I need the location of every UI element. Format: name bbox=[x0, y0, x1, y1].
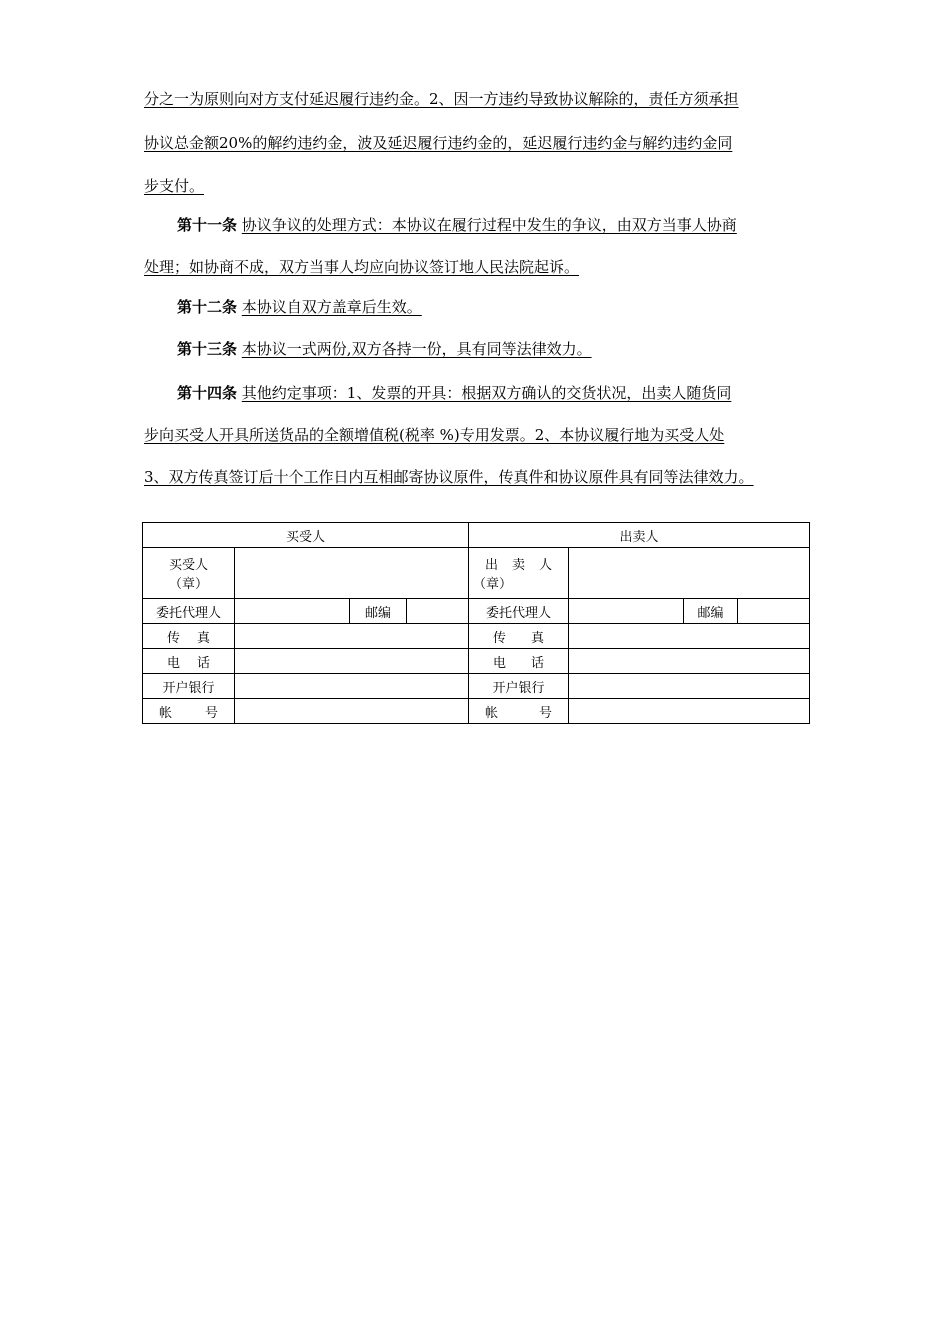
buyer-phone-field[interactable] bbox=[235, 649, 469, 674]
article-heading: 第十一条 bbox=[177, 216, 238, 234]
seller-label bbox=[473, 554, 564, 573]
label-char: 传 bbox=[493, 630, 507, 646]
label-char: 帐 bbox=[159, 705, 173, 721]
buyer-postcode-field[interactable] bbox=[407, 599, 469, 624]
buyer-seal-field[interactable] bbox=[235, 548, 469, 599]
seller-account-field[interactable] bbox=[569, 699, 810, 724]
buyer-account-label bbox=[143, 699, 235, 724]
article-13 bbox=[144, 338, 592, 359]
paragraph-line: 分之一为原则向对方支付延迟履行违约金。2、因一方违约导致协议解除的，责任方须承担 bbox=[144, 90, 739, 108]
buyer-phone-label bbox=[143, 649, 235, 674]
label-char: 卖 bbox=[512, 558, 526, 573]
seller-header: 出卖人 bbox=[469, 523, 810, 548]
paragraph-line: 步向买受人开具所送货品的全额增值税(税率 %)专用发票。2、本协议履行地为买受人处 bbox=[144, 426, 725, 444]
paragraph-line: 步支付。 bbox=[144, 177, 205, 195]
label-char: 传 bbox=[167, 630, 181, 646]
paragraph-line: 协议总金额20%的解约违约金，波及延迟履行违约金的，延迟履行违约金与解约违约金同 bbox=[144, 134, 733, 152]
article-11 bbox=[144, 214, 737, 235]
seller-bank-field[interactable] bbox=[569, 674, 810, 699]
label-char: 人 bbox=[538, 558, 552, 573]
buyer-bank-field[interactable] bbox=[235, 674, 469, 699]
seller-postcode-label: 邮编 bbox=[684, 599, 738, 624]
label-char: 话 bbox=[531, 655, 545, 671]
seller-seal-field[interactable] bbox=[569, 548, 810, 599]
buyer-bank-label: 开户银行 bbox=[143, 674, 235, 699]
label-char: 电 bbox=[167, 655, 181, 671]
buyer-agent-field[interactable] bbox=[235, 599, 350, 624]
buyer-header: 买受人 bbox=[143, 523, 469, 548]
seal-label: （章） bbox=[168, 577, 208, 592]
seller-fax-field[interactable] bbox=[569, 624, 810, 649]
seller-account-label bbox=[469, 699, 569, 724]
buyer-postcode-label: 邮编 bbox=[350, 599, 407, 624]
buyer-fax-label bbox=[143, 624, 235, 649]
label-char: 电 bbox=[493, 655, 507, 671]
buyer-label: 买受人 bbox=[168, 558, 208, 573]
article-body: 本协议一式两份,双方各持一份，具有同等法律效力。 bbox=[241, 340, 592, 358]
article-body: 协议争议的处理方式：本协议在履行过程中发生的争议，由双方当事人协商 bbox=[241, 216, 737, 234]
buyer-account-field[interactable] bbox=[235, 699, 469, 724]
seller-fax-label bbox=[469, 624, 569, 649]
label-char: 出 bbox=[485, 558, 499, 573]
seller-agent-field[interactable] bbox=[569, 599, 684, 624]
seller-phone-label bbox=[469, 649, 569, 674]
article-heading: 第十二条 bbox=[177, 298, 238, 316]
article-14 bbox=[144, 382, 731, 403]
article-heading: 第十四条 bbox=[177, 384, 238, 402]
buyer-fax-field[interactable] bbox=[235, 624, 469, 649]
seller-phone-field[interactable] bbox=[569, 649, 810, 674]
seller-agent-label: 委托代理人 bbox=[469, 599, 569, 624]
label-char: 帐 bbox=[485, 705, 499, 721]
seller-seal-label bbox=[469, 548, 569, 599]
label-char: 真 bbox=[196, 630, 210, 646]
paragraph-line: 3、双方传真签订后十个工作日内互相邮寄协议原件，传真件和协议原件具有同等法律效力。 bbox=[144, 468, 754, 486]
buyer-seal-label bbox=[143, 548, 235, 599]
article-body: 其他约定事项：1、发票的开具：根据双方确认的交货状况，出卖人随货同 bbox=[241, 384, 732, 402]
label-char: 号 bbox=[539, 705, 553, 721]
article-heading: 第十三条 bbox=[177, 340, 238, 358]
seller-postcode-field[interactable] bbox=[738, 599, 810, 624]
label-char: 真 bbox=[531, 630, 545, 646]
label-char: 号 bbox=[204, 705, 218, 721]
seal-label: （章） bbox=[473, 577, 513, 592]
article-body: 本协议自双方盖章后生效。 bbox=[241, 298, 422, 316]
article-12 bbox=[144, 296, 422, 317]
buyer-agent-label: 委托代理人 bbox=[143, 599, 235, 624]
seller-bank-label: 开户银行 bbox=[469, 674, 569, 699]
label-char: 话 bbox=[196, 655, 210, 671]
paragraph-line: 处理；如协商不成，双方当事人均应向协议签订地人民法院起诉。 bbox=[144, 258, 580, 276]
signature-table bbox=[142, 522, 810, 724]
